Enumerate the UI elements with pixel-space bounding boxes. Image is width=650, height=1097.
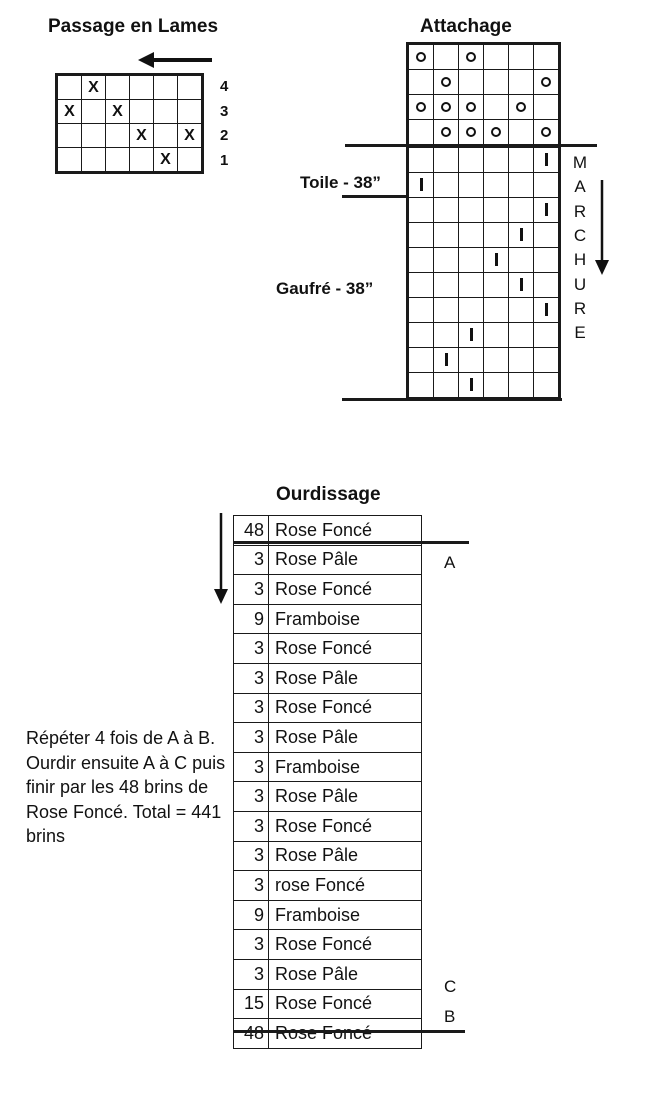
thread-count: 3 (234, 545, 269, 575)
tieup-cell (459, 120, 484, 145)
treadling-cell (534, 148, 559, 173)
tie-circle-icon (416, 102, 426, 112)
treadling-cell (409, 298, 434, 323)
tieup-row (409, 45, 559, 70)
treadling-cell (434, 248, 459, 273)
warping-row (234, 545, 422, 575)
threading-cell: X (58, 100, 82, 124)
toile-label: Toile - 38” (300, 173, 381, 192)
tieup-cell (434, 45, 459, 70)
treadling-cell (484, 173, 509, 198)
treadling-cell (534, 273, 559, 298)
warping-row (234, 575, 422, 605)
treadling-cell (509, 373, 534, 398)
treadling-cell (484, 373, 509, 398)
threading-cell (106, 148, 130, 172)
tieup-cell (409, 120, 434, 145)
tieup-row (409, 120, 559, 145)
tie-circle-icon (466, 102, 476, 112)
treadling-cell (459, 173, 484, 198)
warping-row (234, 871, 422, 901)
threading-cell (58, 124, 82, 148)
threading-cell: X (178, 124, 202, 148)
treadling-cell (434, 223, 459, 248)
thread-count: 3 (234, 959, 269, 989)
warping-row (234, 782, 422, 812)
thread-color: rose Foncé (269, 871, 422, 901)
thread-color: Rose Foncé (269, 516, 422, 546)
tieup-cell (459, 70, 484, 95)
treadling-cell (459, 348, 484, 373)
thread-count: 3 (234, 723, 269, 753)
treadling-cell (409, 323, 434, 348)
tieup-cell (534, 95, 559, 120)
threading-cell (106, 124, 130, 148)
treadling-row (409, 148, 559, 173)
treadling-cell (434, 148, 459, 173)
thread-count: 3 (234, 841, 269, 871)
treadling-cell (509, 273, 534, 298)
marker-a-rule (233, 541, 469, 544)
threading-cell (154, 100, 178, 124)
treadling-cell (534, 198, 559, 223)
threading-cell: X (106, 100, 130, 124)
tie-circle-icon (441, 77, 451, 87)
thread-color: Rose Foncé (269, 575, 422, 605)
threading-cell (58, 148, 82, 172)
shaft-number: 3 (220, 102, 229, 120)
treadling-cell (509, 148, 534, 173)
direction-letter: E (574, 323, 586, 343)
treadling-cell (509, 323, 534, 348)
treadling-cell (434, 348, 459, 373)
direction-letter: A (574, 177, 586, 197)
tieup-row (409, 70, 559, 95)
treadle-mark-icon (520, 278, 523, 291)
threading-cell (178, 148, 202, 172)
thread-color: Framboise (269, 900, 422, 930)
treadling-cell (434, 323, 459, 348)
treadling-cell (534, 298, 559, 323)
warping-table (233, 515, 422, 1049)
treadle-mark-icon (470, 328, 473, 341)
tieup-cell (509, 120, 534, 145)
tie-circle-icon (491, 127, 501, 137)
threading-row (58, 76, 202, 100)
warping-row (234, 900, 422, 930)
thread-color: Rose Foncé (269, 930, 422, 960)
treadling-cell (409, 373, 434, 398)
treadling-cell (534, 348, 559, 373)
thread-count: 9 (234, 900, 269, 930)
treadling-row (409, 198, 559, 223)
marker-c: C (444, 977, 457, 996)
thread-count: 3 (234, 811, 269, 841)
thread-count: 3 (234, 930, 269, 960)
treadling-top-rule (345, 144, 597, 147)
warping-row (234, 634, 422, 664)
treadle-mark-icon (545, 153, 548, 166)
threading-cell (178, 100, 202, 124)
treadling-cell (459, 148, 484, 173)
treadling-cell (409, 148, 434, 173)
treadling-cell (484, 348, 509, 373)
treadling-cell (509, 248, 534, 273)
thread-color: Rose Foncé (269, 989, 422, 1019)
treadling-cell (534, 373, 559, 398)
treadling-cell (509, 198, 534, 223)
treadling-row (409, 323, 559, 348)
tieup-grid (408, 44, 559, 145)
treadling-cell (459, 373, 484, 398)
tie-circle-icon (541, 127, 551, 137)
treadling-cell (459, 223, 484, 248)
tie-circle-icon (466, 52, 476, 62)
warping-row (234, 723, 422, 753)
treadle-mark-icon (520, 228, 523, 241)
thread-count: 15 (234, 989, 269, 1019)
thread-count: 3 (234, 782, 269, 812)
treadling-cell (484, 223, 509, 248)
warping-row (234, 663, 422, 693)
tieup-cell (509, 70, 534, 95)
direction-letter: C (573, 225, 587, 245)
warping-row (234, 930, 422, 960)
warping-down-arrow-icon (212, 513, 230, 605)
toile-section-rule (342, 195, 409, 198)
treadling-row (409, 273, 559, 298)
treadle-mark-icon (545, 203, 548, 216)
warping-row (234, 693, 422, 723)
marker-b: B (444, 1007, 456, 1026)
threading-cell (154, 124, 178, 148)
threading-cell (82, 100, 106, 124)
tieup-cell (459, 45, 484, 70)
thread-color (269, 1019, 422, 1049)
thread-count: 48 (234, 516, 269, 546)
treadling-cell (459, 273, 484, 298)
treadling-cell (434, 298, 459, 323)
tieup-cell (484, 95, 509, 120)
treadling-cell (409, 348, 434, 373)
treadling-row (409, 248, 559, 273)
treadling-cell (434, 373, 459, 398)
treadling-cell (534, 223, 559, 248)
direction-letter: M (572, 153, 588, 172)
tieup-cell (534, 45, 559, 70)
thread-count (234, 1019, 269, 1049)
threading-row (58, 148, 202, 172)
tie-circle-icon (466, 127, 476, 137)
warping-row (234, 959, 422, 989)
treadling-cell (434, 273, 459, 298)
treadling-cell (509, 173, 534, 198)
warping-row (234, 841, 422, 871)
treadle-mark-icon (420, 178, 423, 191)
tieup-cell (484, 45, 509, 70)
direction-letter: U (573, 274, 587, 294)
warping-instructions: Répéter 4 fois de A à B. Ourdir ensuite A à C puis finir par les 48 brins de Rose Foncé. Total = 441 brins (26, 728, 226, 846)
thread-count: 3 (234, 663, 269, 693)
threading-cell (58, 76, 82, 100)
treadling-cell (409, 198, 434, 223)
warping-row (234, 989, 422, 1019)
marker-a: A (444, 553, 456, 572)
tie-circle-icon (441, 127, 451, 137)
treadling-cell (484, 298, 509, 323)
treadling-cell (434, 198, 459, 223)
threading-cell (130, 76, 154, 100)
shaft-number: 2 (220, 127, 229, 144)
tieup-cell (434, 70, 459, 95)
thread-count: 3 (234, 752, 269, 782)
threading-grid (57, 75, 202, 172)
threading-cell: X (82, 76, 106, 100)
down-arrow-icon (593, 180, 611, 276)
direction-letter: H (573, 250, 587, 270)
tieup-cell (509, 95, 534, 120)
thread-color: Rose Pâle (269, 663, 422, 693)
warping-row (234, 1019, 422, 1049)
tieup-cell (434, 95, 459, 120)
thread-color: Rose Foncé (269, 811, 422, 841)
threading-cell (106, 76, 130, 100)
thread-color: Framboise (269, 604, 422, 634)
warping-row (234, 811, 422, 841)
treadling-bottom-rule (342, 398, 562, 401)
treadle-mark-icon (495, 253, 498, 266)
tieup-cell (534, 70, 559, 95)
thread-color: Rose Pâle (269, 782, 422, 812)
shaft-number: 4 (220, 78, 229, 95)
treadling-cell (459, 298, 484, 323)
tieup-cell (484, 120, 509, 145)
threading-cell (82, 124, 106, 148)
direction-letter: R (573, 298, 587, 318)
thread-color: Rose Pâle (269, 723, 422, 753)
threading-row (58, 124, 202, 148)
threading-cell (82, 148, 106, 172)
thread-count: 3 (234, 575, 269, 605)
treadling-cell (509, 223, 534, 248)
thread-color: Rose Foncé (269, 634, 422, 664)
treadling-cell (459, 198, 484, 223)
left-arrow-icon (138, 50, 214, 70)
thread-color: Rose Pâle (269, 841, 422, 871)
tieup-title: Attachage (420, 16, 512, 37)
tieup-cell (409, 70, 434, 95)
thread-color: Rose Pâle (269, 545, 422, 575)
threading-cell (154, 76, 178, 100)
tie-circle-icon (441, 102, 451, 112)
treadling-cell (409, 173, 434, 198)
shaft-number: 1 (220, 151, 229, 169)
treadling-cell (484, 198, 509, 223)
treadle-mark-icon (470, 378, 473, 391)
treadling-cell (459, 248, 484, 273)
threading-cell: X (154, 148, 178, 172)
treadling-row (409, 173, 559, 198)
treadling-cell (409, 273, 434, 298)
thread-count: 3 (234, 871, 269, 901)
treadling-cell (534, 248, 559, 273)
thread-count: 3 (234, 693, 269, 723)
treadling-cell (409, 223, 434, 248)
tie-circle-icon (541, 77, 551, 87)
thread-color: Rose Pâle (269, 959, 422, 989)
treadling-cell (484, 248, 509, 273)
threading-cell (178, 76, 202, 100)
tieup-cell (409, 95, 434, 120)
tieup-cell (509, 45, 534, 70)
treadle-mark-icon (445, 353, 448, 366)
tie-circle-icon (516, 102, 526, 112)
threading-cell: X (130, 124, 154, 148)
tie-circle-icon (416, 52, 426, 62)
treadling-cell (434, 173, 459, 198)
treadling-cell (534, 323, 559, 348)
treadling-cell (484, 273, 509, 298)
treadling-row (409, 348, 559, 373)
direction-letter: R (573, 201, 587, 221)
marker-b-rule (233, 1030, 465, 1033)
thread-color: Rose Foncé (269, 693, 422, 723)
warping-row (234, 604, 422, 634)
threading-cell (130, 148, 154, 172)
treadling-cell (459, 323, 484, 348)
treadling-cell (484, 323, 509, 348)
tieup-cell (459, 95, 484, 120)
treadling-grid (408, 147, 559, 398)
warping-title: Ourdissage (276, 484, 381, 505)
threading-cell (130, 100, 154, 124)
tieup-cell (409, 45, 434, 70)
treadling-cell (484, 148, 509, 173)
warping-row (234, 752, 422, 782)
gaufre-label: Gaufré - 38” (276, 279, 374, 298)
tieup-cell (434, 120, 459, 145)
threading-title: Passage en Lames (48, 16, 219, 37)
tieup-cell (484, 70, 509, 95)
treadling-cell (509, 298, 534, 323)
treadling-cell (534, 173, 559, 198)
treadling-cell (409, 248, 434, 273)
treadling-row (409, 373, 559, 398)
thread-count: 3 (234, 634, 269, 664)
threading-row (58, 100, 202, 124)
treadling-cell (509, 348, 534, 373)
tieup-row (409, 95, 559, 120)
thread-count: 9 (234, 604, 269, 634)
thread-color: Framboise (269, 752, 422, 782)
tieup-cell (534, 120, 559, 145)
treadling-row (409, 223, 559, 248)
treadling-row (409, 298, 559, 323)
treadle-mark-icon (545, 303, 548, 316)
